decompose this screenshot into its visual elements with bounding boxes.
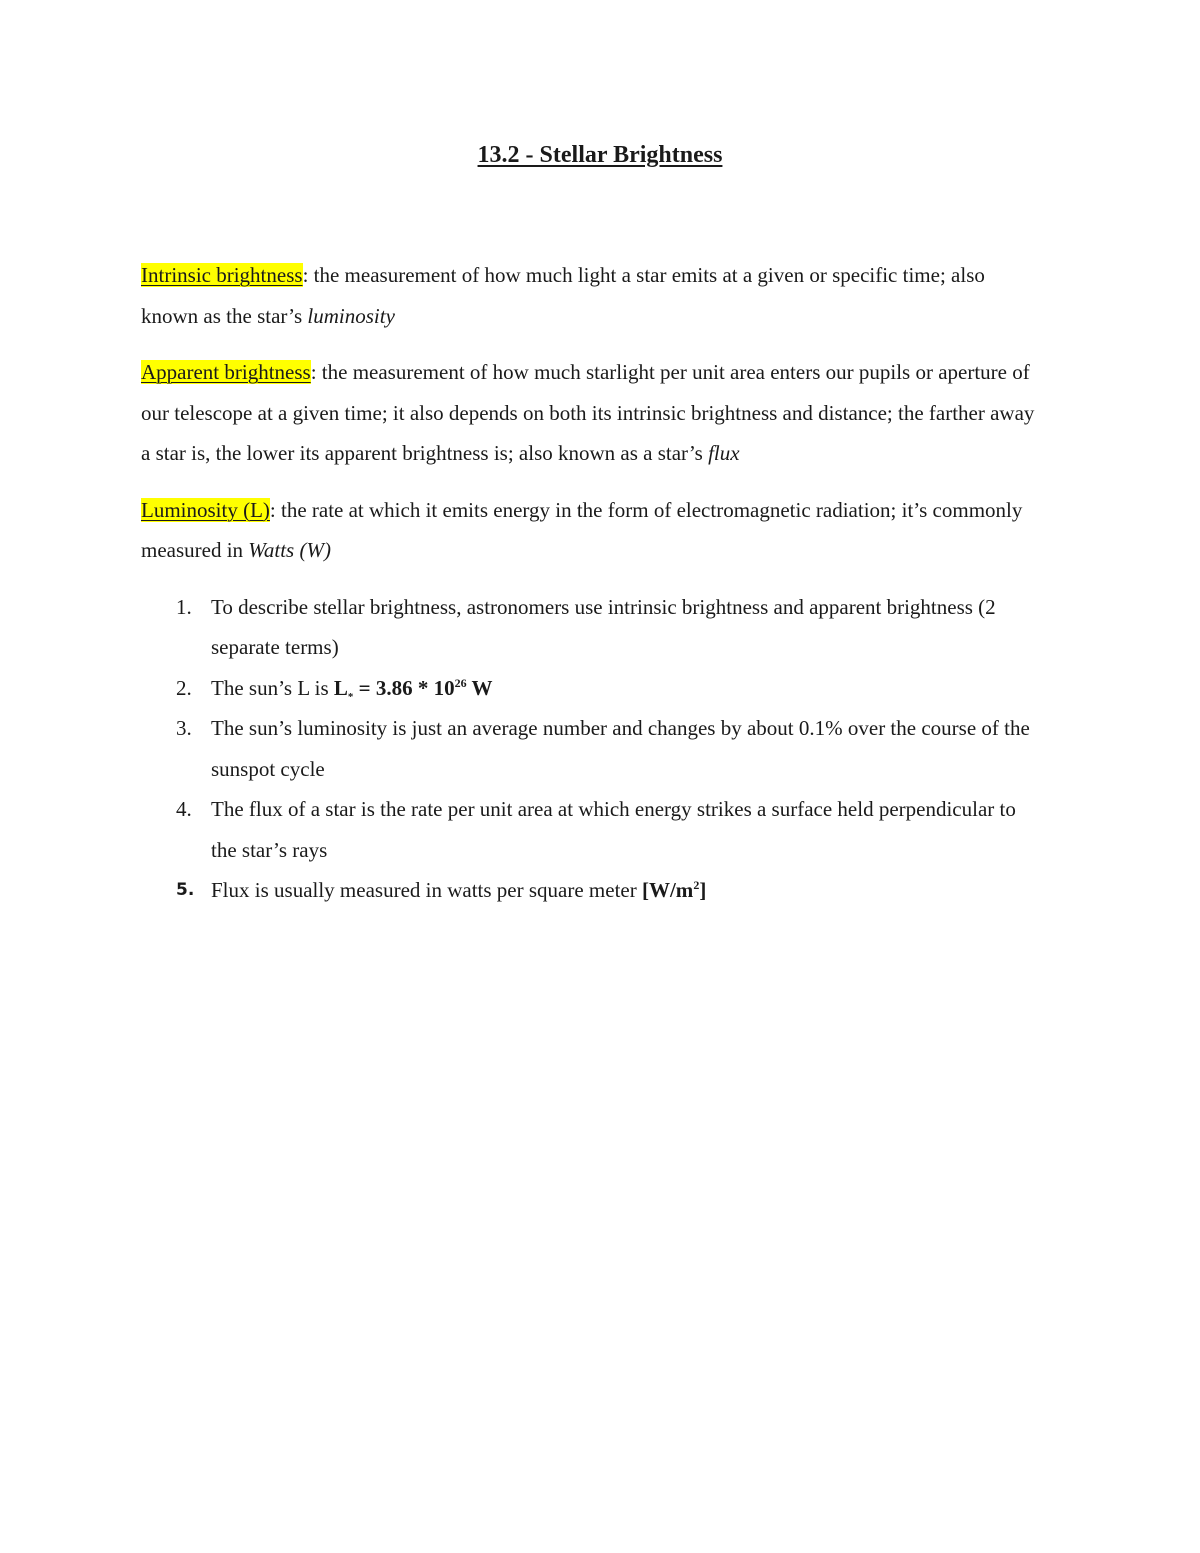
list-text: The sun’s L is <box>211 675 334 700</box>
definition-emphasis: luminosity <box>307 303 395 328</box>
list-item <box>141 668 1041 709</box>
document-body <box>141 255 1041 911</box>
list-text: Flux is usually measured in watts per square meter <box>211 878 642 902</box>
sun-luminosity-formula <box>333 675 493 703</box>
list-text: The flux of a star is the rate per unit area at which energy strikes a surface held perpendicular to the star’s rays <box>211 797 1016 862</box>
unit-text: [W/m <box>641 878 694 902</box>
definition-intrinsic-brightness <box>141 255 1041 336</box>
formula-value: = 3.86 * 10 <box>353 675 455 700</box>
list-number: 2. <box>176 675 192 700</box>
unit-close: ] <box>699 878 707 902</box>
page-title: 13.2 - Stellar Brightness <box>477 142 723 168</box>
list-text: To describe stellar brightness, astronomers use intrinsic brightness and apparent brightness (2 separate terms) <box>211 594 996 659</box>
list-number: 4. <box>176 797 192 821</box>
list-item <box>141 708 1041 789</box>
definition-text: : the measurement of how much light a star emits at a given or specific time; also known as the star’s <box>141 263 985 328</box>
definition-text: : the rate at which it emits energy in the form of electromagnetic radiation; it’s commonly measured in <box>141 497 1023 562</box>
list-item <box>141 870 1041 911</box>
definition-emphasis: flux <box>708 441 740 465</box>
list-item <box>141 789 1041 870</box>
list-number: 1. <box>176 594 192 619</box>
flux-unit <box>642 878 706 902</box>
formula-unit: W <box>466 675 493 700</box>
term-intrinsic-brightness: Intrinsic brightness <box>141 263 303 287</box>
formula-exponent: 26 <box>454 675 467 690</box>
definition-text: : the measurement of how much starlight per unit area enters our pupils or aperture of our telescope at a given time; it also depends on both its intrinsic brightness and distance; the farther away a star is, the lower its apparent brightness is; also known as a star’s <box>141 360 1035 465</box>
term-apparent-brightness: Apparent brightness <box>141 360 311 384</box>
term-luminosity: Luminosity (L) <box>141 497 270 522</box>
formula-subscript: * <box>347 690 354 703</box>
list-number: 3. <box>176 716 192 740</box>
facts-list <box>141 587 1041 911</box>
list-text: The sun’s luminosity is just an average number and changes by about 0.1% over the course of the sunspot cycle <box>211 716 1030 781</box>
list-number: 5. <box>176 880 195 900</box>
definition-apparent-brightness <box>141 352 1041 474</box>
formula-symbol: L <box>333 675 348 700</box>
definition-luminosity <box>141 490 1041 571</box>
unit-exponent: 2 <box>693 878 700 892</box>
definition-emphasis: Watts (W) <box>248 538 331 562</box>
list-item <box>141 587 1041 668</box>
